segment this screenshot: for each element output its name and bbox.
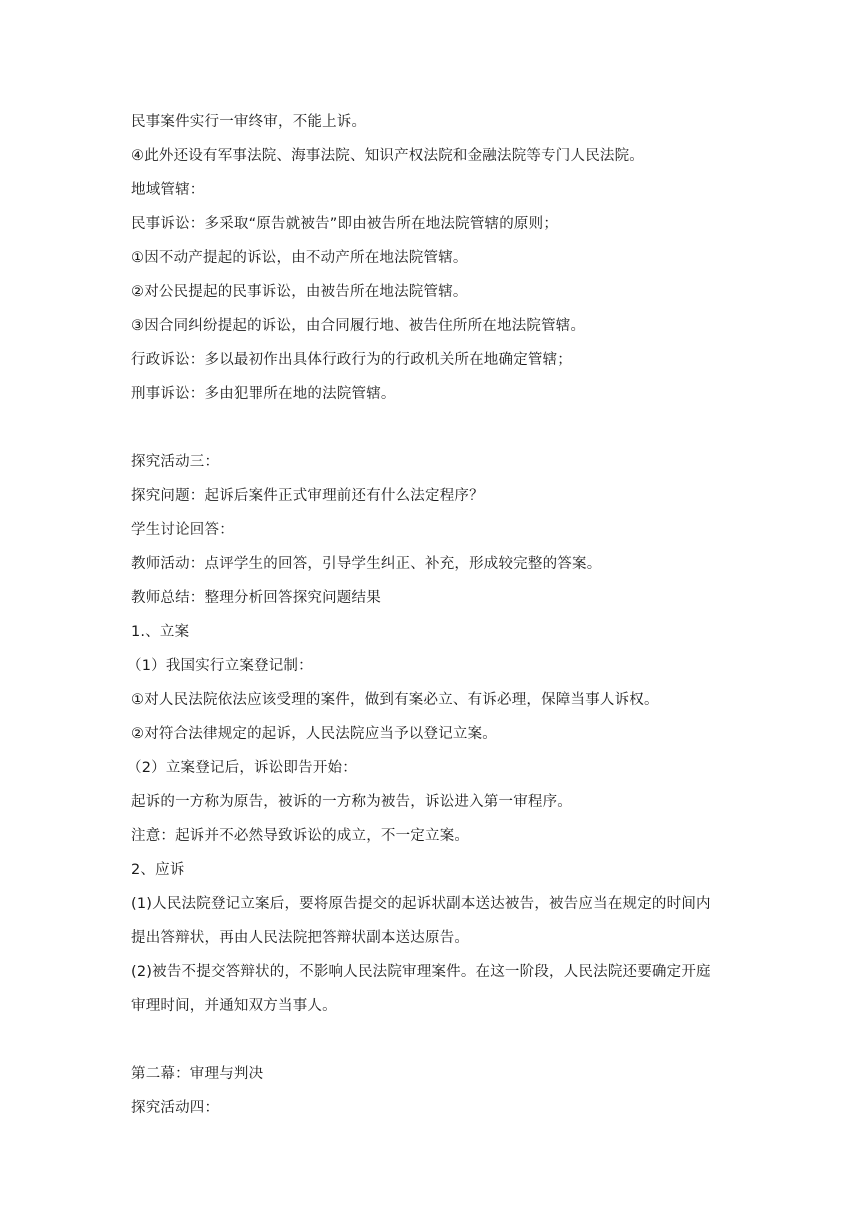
text-line: 探究问题：起诉后案件正式审理前还有什么法定程序？	[131, 488, 484, 504]
text-line: ①因不动产提起的诉讼，由不动产所在地法院管辖。	[131, 250, 468, 266]
text-line: 地域管辖：	[131, 182, 205, 198]
text-line: 教师总结：整理分析回答探究问题结果	[131, 590, 381, 606]
text-line: 民事案件实行一审终审，不能上诉。	[131, 114, 367, 130]
text-line: (2)被告不提交答辩状的，不影响人民法院审理案件。在这一阶段，人民法院还要确定开庭	[131, 964, 711, 980]
subsection-heading: 1.、立案	[131, 624, 190, 640]
text-line: (1)人民法院登记立案后，要将原告提交的起诉状副本送达被告，被告应当在规定的时间内	[131, 896, 711, 912]
text-line: （1）我国实行立案登记制：	[127, 658, 313, 674]
section-heading: 探究活动四：	[131, 1100, 220, 1116]
section-heading: 第二幕：审理与判决	[131, 1066, 264, 1082]
text-line: 刑事诉讼：多由犯罪所在地的法院管辖。	[131, 386, 396, 402]
text-line: 提出答辩状，再由人民法院把答辩状副本送达原告。	[131, 930, 470, 946]
text-line: （2）立案登记后，诉讼即告开始：	[127, 760, 357, 776]
text-line: 教师活动：点评学生的回答，引导学生纠正、补充，形成较完整的答案。	[131, 556, 602, 572]
text-line: ②对公民提起的民事诉讼，由被告所在地法院管辖。	[131, 284, 468, 300]
text-line: 行政诉讼：多以最初作出具体行政行为的行政机关所在地确定管辖；	[131, 352, 572, 368]
section-heading: 探究活动三：	[131, 454, 220, 470]
text-line: 民事诉讼：多采取“原告就被告”即由被告所在地法院管辖的原则；	[131, 216, 559, 232]
text-line: ③因合同纠纷提起的诉讼，由合同履行地、被告住所所在地法院管辖。	[131, 318, 586, 334]
text-line: ④此外还设有军事法院、海事法院、知识产权法院和金融法院等专门人民法院。	[131, 148, 644, 164]
subsection-heading: 2、应诉	[131, 862, 185, 878]
text-line: 学生讨论回答：	[131, 522, 234, 538]
text-line: ①对人民法院依法应该受理的案件，做到有案必立、有诉必理，保障当事人诉权。	[131, 692, 659, 708]
text-line: 审理时间，并通知双方当事人。	[131, 998, 337, 1014]
text-line: 起诉的一方称为原告，被诉的一方称为被告，诉讼进入第一审程序。	[131, 794, 572, 810]
text-line: 注意：起诉并不必然导致诉讼的成立，不一定立案。	[131, 828, 470, 844]
text-line: ②对符合法律规定的起诉，人民法院应当予以登记立案。	[131, 726, 497, 742]
